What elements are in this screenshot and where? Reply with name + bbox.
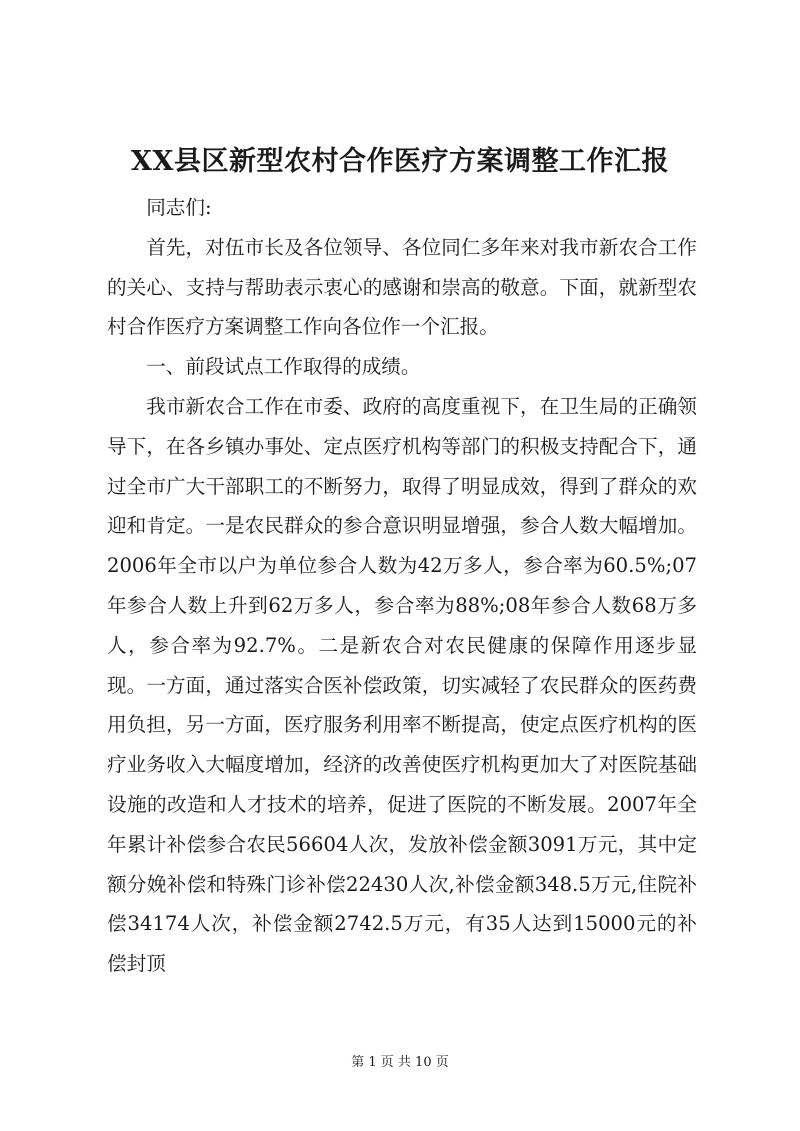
intro-paragraph: 首先，对伍市长及各位领导、各位同仁多年来对我市新农合工作的关心、支持与帮助表示衷心的感谢和崇高的敬意。下面，就新型农村合作医疗方案调整工作向各位作一个汇报。 bbox=[107, 235, 697, 339]
document-body bbox=[107, 188, 697, 984]
document-title: XX县区新型农村合作医疗方案调整工作汇报 bbox=[131, 146, 669, 177]
salutation-paragraph: 同志们: bbox=[146, 196, 212, 219]
achievements-paragraph: 我市新农合工作在市委、政府的高度重视下，在卫生局的正确领导下，在各乡镇办事处、定点医疗机构等部门的积极支持配合下，通过全市广大干部职工的不断努力，取得了明显成效，得到了群众的欢迎和肯定。一是农民群众的参合意识明显增强，参合人数大幅增加。2006年全市以户为单位参合人数为42万多人，参合率为60.5%;07年参合人数上升到62万多人，参合率为88%;08年参合人数68万多人，参合率为92.7%。二是新农合对农民健康的保障作用逐步显现。一方面，通过落实合医补偿政策，切实减轻了农民群众的医药费用负担，另一方面，医疗服务利用率不断提高，使定点医疗机构的医疗业务收入大幅度增加，经济的改善使医疗机构更加大了对医院基础设施的改造和人才技术的培养，促进了医院的不断发展。2007年全年累计补偿参合农民56604人次，发放补偿金额3091万元，其中定额分娩补偿和特殊门诊补偿22430人次,补偿金额348.5万元,住院补偿34174人次，补偿金额2742.5万元，有35人达到15000元的补偿封顶 bbox=[107, 394, 697, 976]
section-heading: 一、前段试点工作取得的成绩。 bbox=[146, 355, 421, 379]
page-footer: 第 1 页 共 10 页 bbox=[351, 1055, 449, 1070]
